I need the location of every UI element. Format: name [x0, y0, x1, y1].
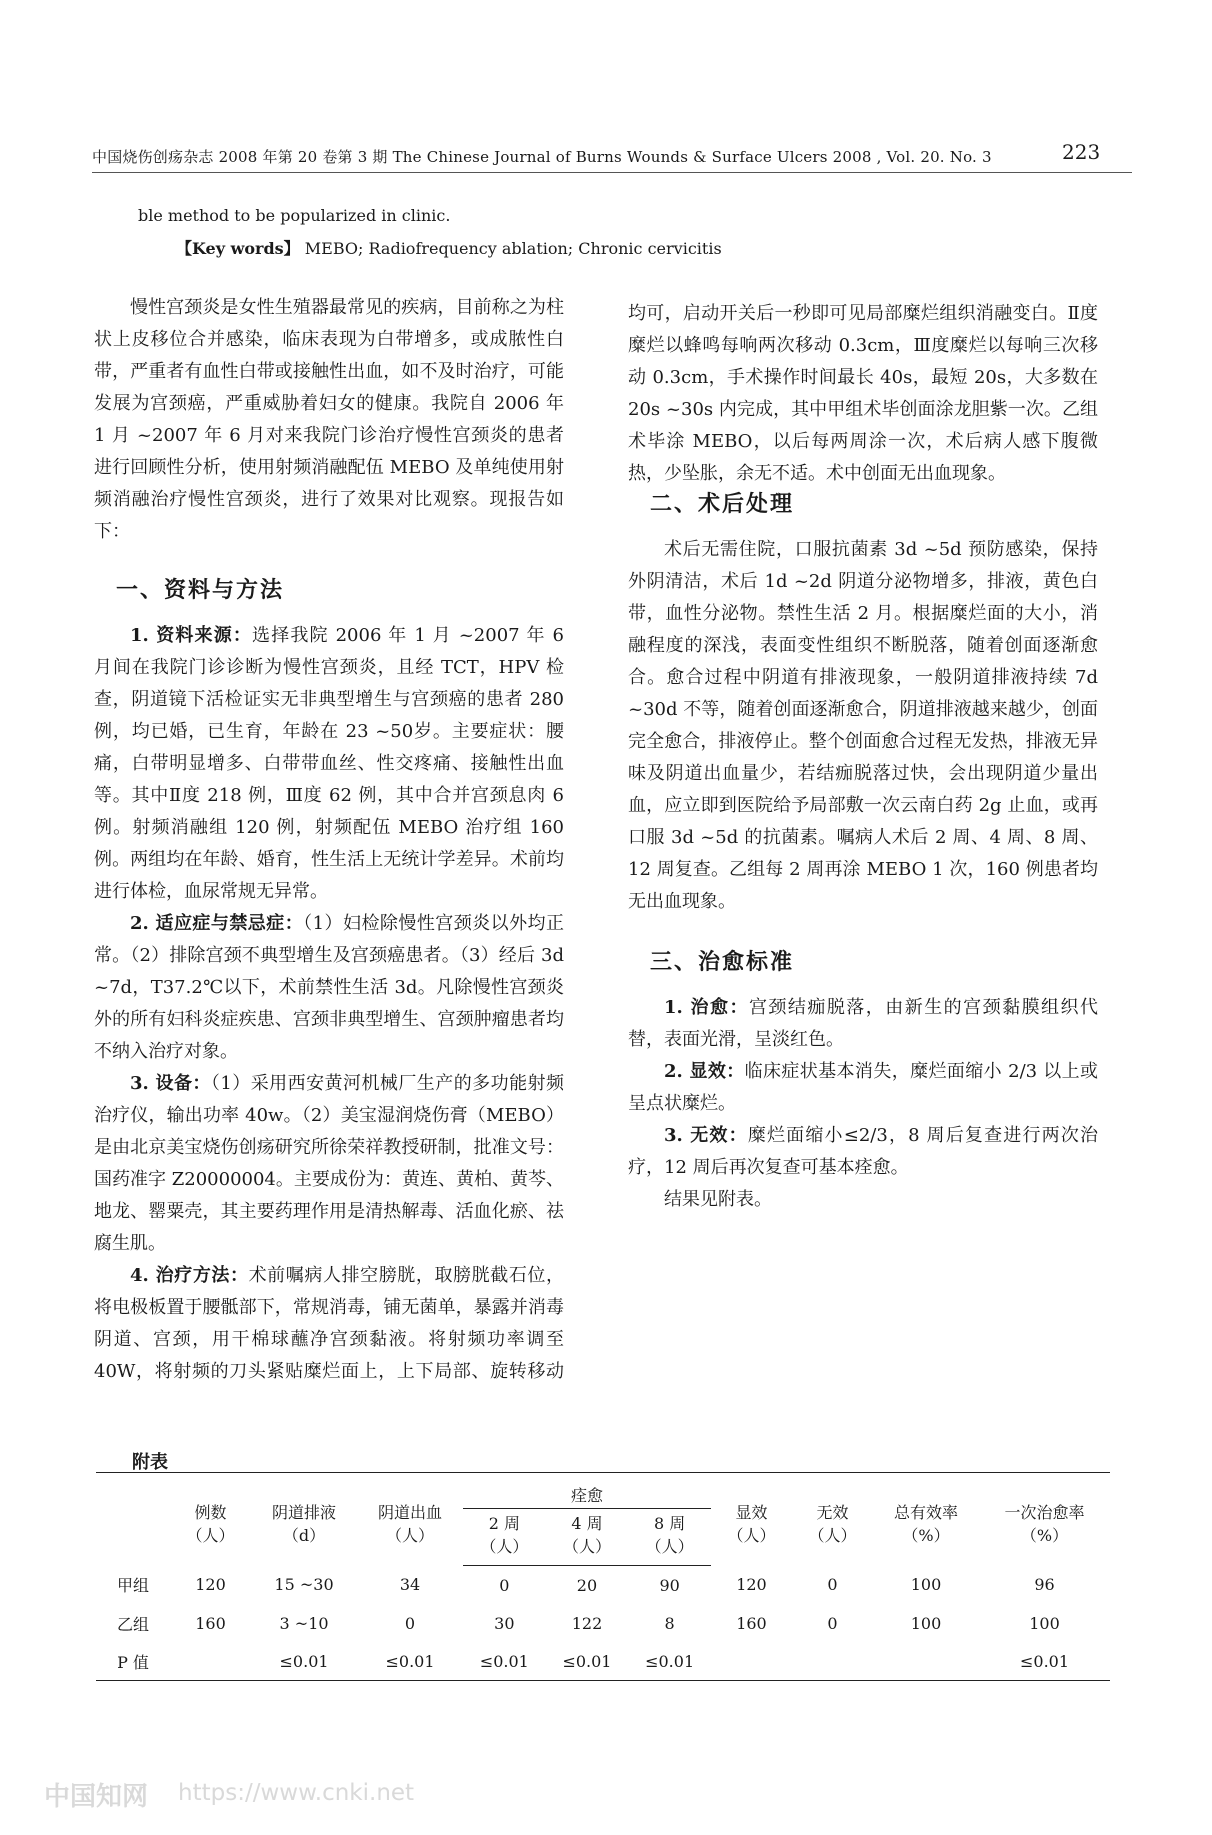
table-cell: 15 ~30: [274, 1575, 334, 1595]
table-cell: ≤0.01: [357, 1642, 463, 1681]
header-week4: 4 周 （人）: [546, 1509, 629, 1566]
header-effective: 显效 （人）: [711, 1473, 792, 1566]
right-column: [628, 292, 1098, 1384]
table-cell: 100: [910, 1613, 942, 1633]
table-cell: ≤0.01: [546, 1642, 629, 1681]
cnki-url[interactable]: https://www.cnki.net: [178, 1780, 415, 1806]
table-cell: 20: [576, 1575, 598, 1595]
table-cell: 100: [910, 1575, 942, 1595]
header-invalid: 无效 （人）: [792, 1473, 873, 1566]
method-text: 均可，启动开关后一秒即可见局部糜烂组织消融变白。Ⅱ度糜烂以蜂鸣每响两次移动 0.3cm，Ⅲ度糜烂以每响三次移动 0.3cm，手术操作时间最长 40s，最短 20s，大多数在 20s ~30s 内完成，其中甲组术毕创面涂龙胆紫一次。乙组术毕涂 MEBO，以后每两周涂一次，术后病人感下腹微热，少坠胀，余无不适。术中创面无出血现象。: [628, 303, 1098, 484]
page-number: 223: [1062, 140, 1101, 164]
keywords-text: MEBO; Radiofrequency ablation; Chronic cervicitis: [304, 239, 722, 258]
table-cell: 100: [1029, 1613, 1060, 1633]
table-cell: ≤0.01: [463, 1642, 546, 1681]
table-title: 附表: [132, 1452, 168, 1473]
table-cell: 0: [499, 1575, 510, 1595]
table-row: [96, 1566, 1110, 1605]
running-header: 中国烧伤创疡杂志 2008 年第 20 卷第 3 期 The Chinese Journal of Burns Wounds & Surface Ulcers 2008 , Vol. 20. No. 3: [92, 148, 992, 166]
header-cured-group: 痊愈: [463, 1473, 711, 1509]
row-label-header: [96, 1473, 170, 1566]
table-cell: 3 ~10: [279, 1613, 329, 1633]
materials-paragraph: [94, 620, 564, 908]
effective-label: 2. 显效：: [664, 1061, 745, 1082]
effective-paragraph: [628, 1056, 1098, 1120]
left-column-continuation: [628, 292, 1098, 488]
table-cell: 30: [494, 1613, 515, 1633]
keywords-label: 【Key words】: [176, 239, 300, 258]
header-week2: 2 周 （人）: [463, 1509, 546, 1566]
cure-text: 宫颈结痂脱落，由新生的宫颈黏膜组织代替，表面光滑，呈淡红色。: [628, 997, 1098, 1050]
abstract-tail: ble method to be popularized in clinic.: [138, 206, 451, 225]
table-cell: ≤0.01: [979, 1642, 1110, 1681]
table-cell: 96: [1034, 1575, 1055, 1595]
table-cell: [792, 1642, 873, 1681]
section3-heading: 三、治愈标准: [650, 949, 795, 975]
table-cell: [170, 1642, 251, 1681]
equipment-paragraph: [94, 1068, 564, 1260]
method-label: 4. 治疗方法：: [130, 1265, 249, 1286]
table-cell: [711, 1642, 792, 1681]
table-cell: 120: [195, 1575, 226, 1595]
equipment-label: 3. 设备：: [130, 1073, 211, 1094]
invalid-paragraph: [628, 1120, 1098, 1184]
equipment-text: （1）采用西安黄河机械厂生产的多功能射频治疗仪，输出功率 40w。（2）美宝湿润烧伤膏（MEBO）是由北京美宝烧伤创疡研究所徐荣祥教授研制，批准文号：国药准字 Z20000004。主要成份为：黄连、黄柏、黄芩、地龙、罂粟壳，其主要药理作用是清热解毒、活血化瘀、祛腐生肌。: [94, 1073, 564, 1254]
table-cell: ≤0.01: [628, 1642, 711, 1681]
method-continued: [628, 292, 1098, 488]
materials-label: 1. 资料来源：: [130, 625, 253, 646]
cnki-logo: 中国知网: [44, 1782, 149, 1812]
indications-label: 2. 适应症与禁忌症：: [130, 913, 304, 934]
indications-paragraph: [94, 908, 564, 1068]
row-label: 乙组: [116, 1614, 149, 1634]
header-cases: 例数 （人）: [170, 1473, 251, 1566]
table-cell: 0: [827, 1575, 838, 1595]
table-cell: 122: [571, 1613, 603, 1633]
indications-text: （1）妇检除慢性宫颈炎以外均正常。（2）排除宫颈不典型增生及宫颈癌患者。（3）经后 3d ~7d，T37.2℃以下，术前禁性生活 3d。凡除慢性宫颈炎外的所有妇科炎症疾患、宫颈非典型增生、宫颈肿瘤患者均不纳入治疗对象。: [94, 913, 564, 1062]
table-cell: 8: [664, 1613, 675, 1633]
table-cell: 0: [827, 1613, 838, 1633]
method-paragraph: [628, 292, 1098, 488]
table-cell: ≤0.01: [251, 1642, 357, 1681]
cure-label: 1. 治愈：: [664, 997, 749, 1018]
cure-paragraph: [628, 992, 1098, 1056]
method-text: 术前嘱病人排空膀胱，取膀胱截石位，将电极板置于腰骶部下，常规消毒，铺无菌单，暴露并消毒阴道、宫颈，用干棉球蘸净宫颈黏液。将射频功率调至 40W，将射频的刀头紧贴糜烂面上，上下局部、旋转移动: [94, 1265, 564, 1382]
section2-heading: 二、术后处理: [650, 491, 795, 517]
section1-heading: 一、资料与方法: [116, 577, 285, 603]
keywords-line: [176, 236, 722, 259]
materials-text: 选择我院 2006 年 1 月 ~2007 年 6 月间在我院门诊诊断为慢性宫颈炎，且经 TCT，HPV 检查，阴道镜下活检证实无非典型增生与宫颈癌的患者 280 例，均已婚，已生育，年龄在 23 ~50岁。主要症状：腰痛，白带明显增多、白带带血丝、性交疼痛、接触性出血等。其中Ⅱ度 218 例，Ⅲ度 62 例，其中合并宫颈息肉 6 例。射频消融组 120 例，射频配伍 MEBO 治疗组 160 例。两组均在年龄、婚育，性生活上无统计学差异。术前均进行体检，血尿常规无异常。: [94, 625, 564, 902]
row-label: 甲组: [116, 1576, 149, 1596]
header-once-rate: 一次治愈率 （%）: [979, 1473, 1110, 1566]
intro-paragraph: 慢性宫颈炎是女性生殖器最常见的疾病，目前称之为柱状上皮移位合并感染，临床表现为白带增多，或成脓性白带，严重者有血性白带或接触性出血，如不及时治疗，可能发展为宫颈癌，严重威胁着妇女的健康。我院自 2006 年 1 月 ~2007 年 6 月对来我院门诊治疗慢性宫颈炎的患者进行回顾性分析，使用射频消融配伍 MEBO 及单纯使用射频消融治疗慢性宫颈炎，进行了效果对比观察。现报告如下：: [94, 297, 564, 542]
table-cell: 90: [659, 1575, 680, 1595]
effective-text: 临床症状基本消失，糜烂面缩小 2/3 以上或呈点状糜烂。: [628, 1061, 1098, 1114]
table-cell: 160: [736, 1613, 767, 1633]
table-cell: 0: [404, 1613, 416, 1633]
header-rule: [92, 172, 1132, 173]
results-table: [96, 1472, 1110, 1681]
method-paragraph: [94, 1260, 564, 1384]
table-cell: 120: [736, 1575, 767, 1595]
invalid-text: 糜烂面缩小≤2/3，8 周后复查进行两次治疗，12 周后再次复查可基本痊愈。: [628, 1125, 1098, 1178]
header-week8: 8 周 （人）: [628, 1509, 711, 1566]
header-bleeding: 阴道出血 （人）: [357, 1473, 463, 1566]
table-cell: [873, 1642, 979, 1681]
invalid-label: 3. 无效：: [664, 1125, 748, 1146]
postop-paragraph: 术后无需住院，口服抗菌素 3d ~5d 预防感染，保持外阴清洁，术后 1d ~2d 阴道分泌物增多，排液，黄色白带，血性分泌物。禁性生活 2 月。根据糜烂面的大小，消融程度的深浅，表面变性组织不断脱落，随着创面逐渐愈合。愈合过程中阴道有排液现象，一般阴道排液持续 7d ~30d 不等，随着创面逐渐愈合，阴道排液越来越少，创面完全愈合，排液停止。整个创面愈合过程无发热，排液无异味及阴道出血量少，若结痂脱落过快，会出现阴道少量出血，应立即到医院给予局部敷一次云南白药 2g 止血，或再口服 3d ~5d 的抗菌素。嘱病人术后 2 周、4 周、8 周、12 周复查。乙组每 2 周再涂 MEBO 1 次，160 例患者均无出血现象。: [628, 539, 1098, 912]
results-paragraph: 结果见附表。: [664, 1189, 772, 1210]
header-discharge: 阴道排液 （d）: [251, 1473, 357, 1566]
table-cell: 34: [399, 1575, 421, 1595]
table-row: [96, 1642, 1110, 1681]
table-cell: 160: [195, 1613, 226, 1633]
table-row: [96, 1604, 1110, 1642]
header-total-rate: 总有效率 （%）: [873, 1473, 979, 1566]
left-column: [94, 292, 564, 1384]
row-label: P 值: [96, 1642, 170, 1681]
